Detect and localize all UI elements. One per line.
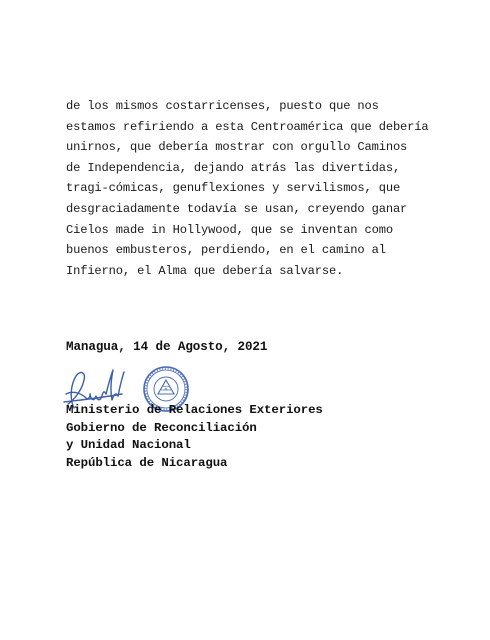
signatory-line: Ministerio de Relaciones Exteriores: [66, 403, 323, 417]
signatory-line: y Unidad Nacional: [66, 438, 191, 452]
paragraph-line: de los mismos costarricenses, puesto que nos: [66, 99, 379, 113]
dateline: Managua, 14 de Agosto, 2021: [66, 340, 268, 354]
paragraph-line: unirnos, que debería mostrar con orgullo Caminos: [66, 140, 408, 155]
paragraph-line: Infierno, el Alma que debería salvarse.: [66, 263, 344, 278]
paragraph-line: Cielos made in Hollywood, que se inventan como: [66, 222, 393, 237]
paragraph-line: desgraciadamente todavía se usan, creyendo ganar: [66, 201, 408, 216]
signatory-line: República de Nicaragua: [66, 455, 228, 470]
paragraph-line: de Independencia, dejando atrás las divertidas,: [66, 160, 401, 175]
body-paragraph: [66, 96, 429, 281]
paragraph-line: tragi-cómicas, genuflexiones y servilismos, que: [66, 181, 401, 196]
signatory-block: [66, 402, 323, 472]
paragraph-line: estamos refiriendo a esta Centroamérica que debería: [66, 119, 429, 134]
paragraph-line: buenos embusteros, perdiendo, en el camino al: [66, 243, 386, 258]
signatory-line: Gobierno de Reconciliación: [66, 420, 257, 435]
